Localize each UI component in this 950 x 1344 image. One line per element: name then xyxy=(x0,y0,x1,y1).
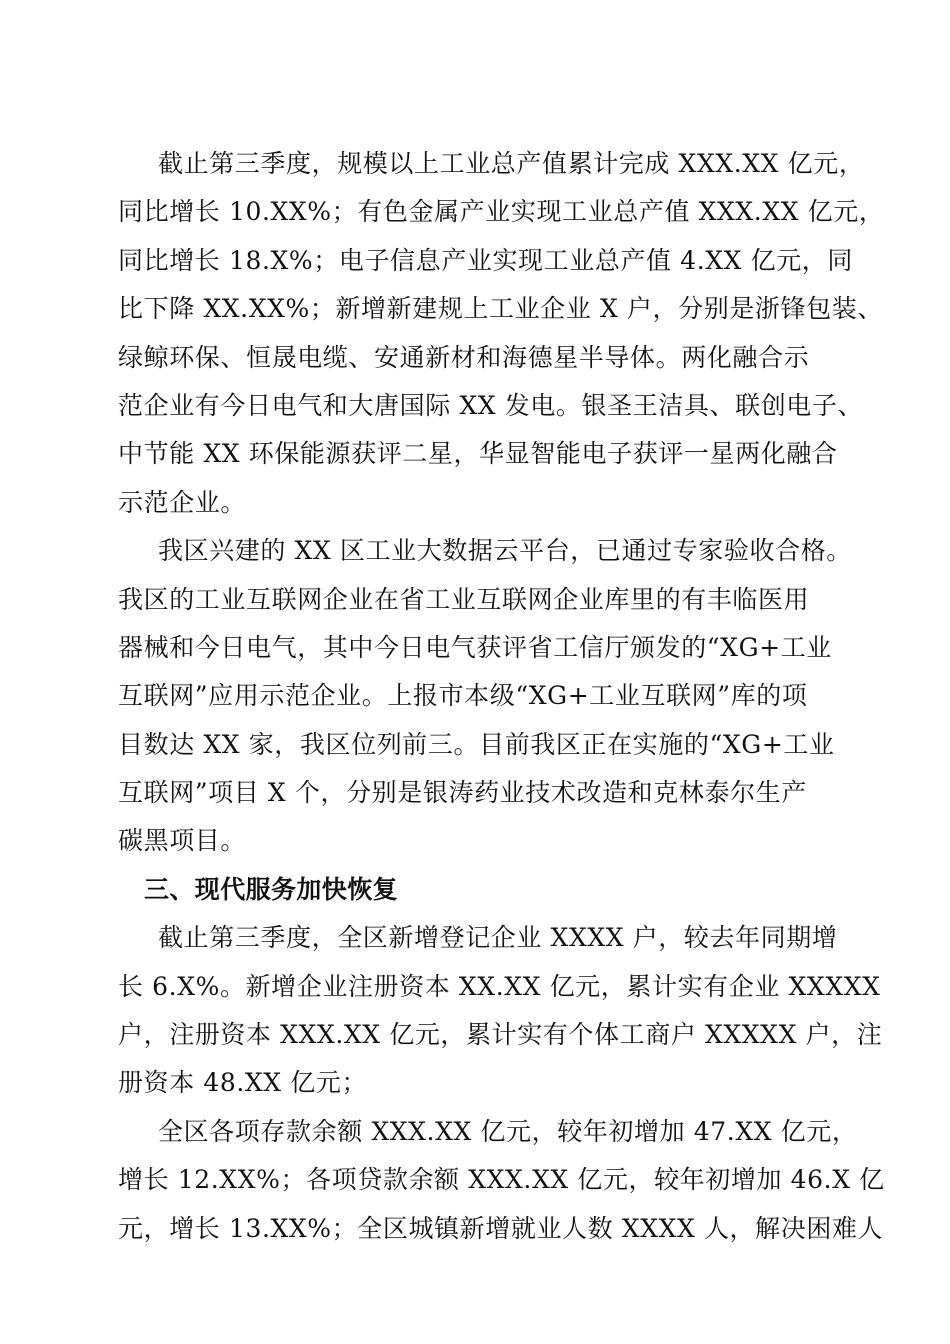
text-line: 互联网”项目 X 个，分别是银涛药业技术改造和克林泰尔生产 xyxy=(118,778,807,808)
text-line: 户，注册资本 XXX.XX 亿元，累计实有个体工商户 XXXXX 户，注 xyxy=(118,1020,883,1050)
text-line: 我区兴建的 XX 区工业大数据云平台，已通过专家验收合格。 xyxy=(158,536,852,566)
text-line: 增长 12.XX%；各项贷款余额 XXX.XX 亿元，较年初增加 46.X 亿 xyxy=(118,1165,885,1195)
text-line: 示范企业。 xyxy=(118,487,247,517)
text-line: 我区的工业互联网企业在省工业互联网企业库里的有丰临医用 xyxy=(118,584,810,614)
text-line: 碳黑项目。 xyxy=(118,826,247,856)
text-line: 比下降 XX.XX%；新增新建规上工业企业 X 户，分别是浙锋包装、 xyxy=(118,294,883,324)
text-line: 范企业有今日电气和大唐国际 XX 发电。银圣王洁具、联创电子、 xyxy=(118,390,864,420)
text-line: 同比增长 10.XX%；有色金属产业实现工业总产值 XXX.XX 亿元， xyxy=(118,197,885,227)
paragraph-industrial-output xyxy=(118,140,885,527)
document-body xyxy=(118,140,885,1253)
text-line: 同比增长 18.X%；电子信息产业实现工业总产值 4.XX 亿元，同 xyxy=(118,245,854,275)
text-line: 册资本 48.XX 亿元； xyxy=(118,1068,368,1098)
text-line: 互联网”应用示范企业。上报市本级“XG+工业互联网”库的项 xyxy=(118,681,808,711)
text-line: 截止第三季度，全区新增登记企业 XXXX 户，较去年同期增 xyxy=(158,923,838,953)
text-line: 全区各项存款余额 XXX.XX 亿元，较年初增加 47.XX 亿元， xyxy=(158,1116,858,1146)
text-line: 中节能 XX 环保能源获评二星，华显智能电子获评一星两化融合 xyxy=(118,439,838,469)
text-line: 目数达 XX 家，我区位列前三。目前我区正在实施的“XG+工业 xyxy=(118,729,835,759)
paragraph-deposits-loans xyxy=(118,1108,885,1253)
text-line: 器械和今日电气，其中今日电气获评省工信厅颁发的“XG+工业 xyxy=(118,632,832,662)
text-line: 截止第三季度，规模以上工业总产值累计完成 XXX.XX 亿元， xyxy=(158,149,865,178)
paragraph-enterprise-registration xyxy=(118,914,883,1108)
text-line: 绿鲸环保、恒晟电缆、安通新材和海德星半导体。两化融合示 xyxy=(118,342,810,372)
text-line: 元，增长 13.XX%；全区城镇新增就业人数 XXXX 人，解决困难人 xyxy=(118,1213,884,1243)
section-heading: 三、现代服务加快恢复 xyxy=(144,874,399,904)
paragraph-industrial-internet xyxy=(118,527,852,866)
text-line: 长 6.X%。新增企业注册资本 XX.XX 亿元，累计实有企业 XXXXX xyxy=(118,971,881,1001)
